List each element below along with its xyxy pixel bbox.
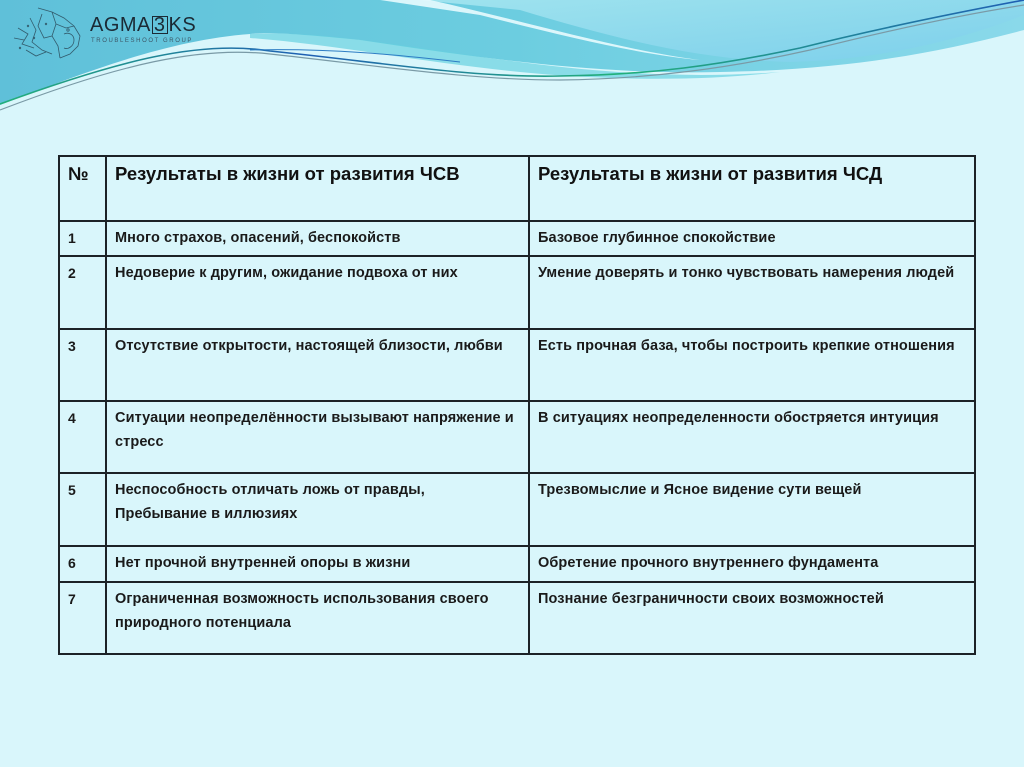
csv-result-cell: Много страхов, опасений, беспокойств [106,221,529,256]
header-csv-results: Результаты в жизни от развития ЧСВ [106,156,529,221]
table-row [59,582,975,654]
csd-result-cell: Обретение прочного внутреннего фундамента [529,546,975,582]
csv-result-cell: Нет прочной внутренней опоры в жизни [106,546,529,582]
csv-result-cell: Ограниченная возможность использования своего природного потенциала [106,582,529,654]
row-number: 6 [59,546,106,582]
row-number: 4 [59,401,106,473]
csd-result-cell: Трезвомыслие и Ясное видение сути вещей [529,473,975,546]
csd-result-cell: Умение доверять и тонко чувствовать намерения людей [529,256,975,329]
csv-result-cell: Ситуации неопределённости вызывают напряжение и стресс [106,401,529,473]
csd-result-cell: Познание безграничности своих возможностей [529,582,975,654]
row-number: 7 [59,582,106,654]
comparison-table [58,155,976,655]
table-row [59,546,975,582]
csv-result-cell: Неспособность отличать ложь от правды, Пребывание в иллюзиях [106,473,529,546]
table-row [59,221,975,256]
row-number: 1 [59,221,106,256]
table-row [59,473,975,546]
row-number: 2 [59,256,106,329]
csv-result-cell: Отсутствие открытости, настоящей близости, любви [106,329,529,401]
row-number: 3 [59,329,106,401]
table-row [59,256,975,329]
csd-result-cell: Есть прочная база, чтобы построить крепкие отношения [529,329,975,401]
header-csd-results: Результаты в жизни от развития ЧСД [529,156,975,221]
table-header-row [59,156,975,221]
logo-tagline: TROUBLESHOOT GROUP [91,38,194,44]
csd-result-cell: Базовое глубинное спокойствие [529,221,975,256]
table-row [59,329,975,401]
table-row [59,401,975,473]
logo-wordmark: AGMA 3 KS [90,14,197,36]
company-logo [4,2,204,60]
header-number: № [59,156,106,221]
row-number: 5 [59,473,106,546]
csd-result-cell: В ситуациях неопределенности обостряется интуиция [529,401,975,473]
csv-result-cell: Недоверие к другим, ожидание подвоха от них [106,256,529,329]
lion-head-icon [8,4,84,60]
